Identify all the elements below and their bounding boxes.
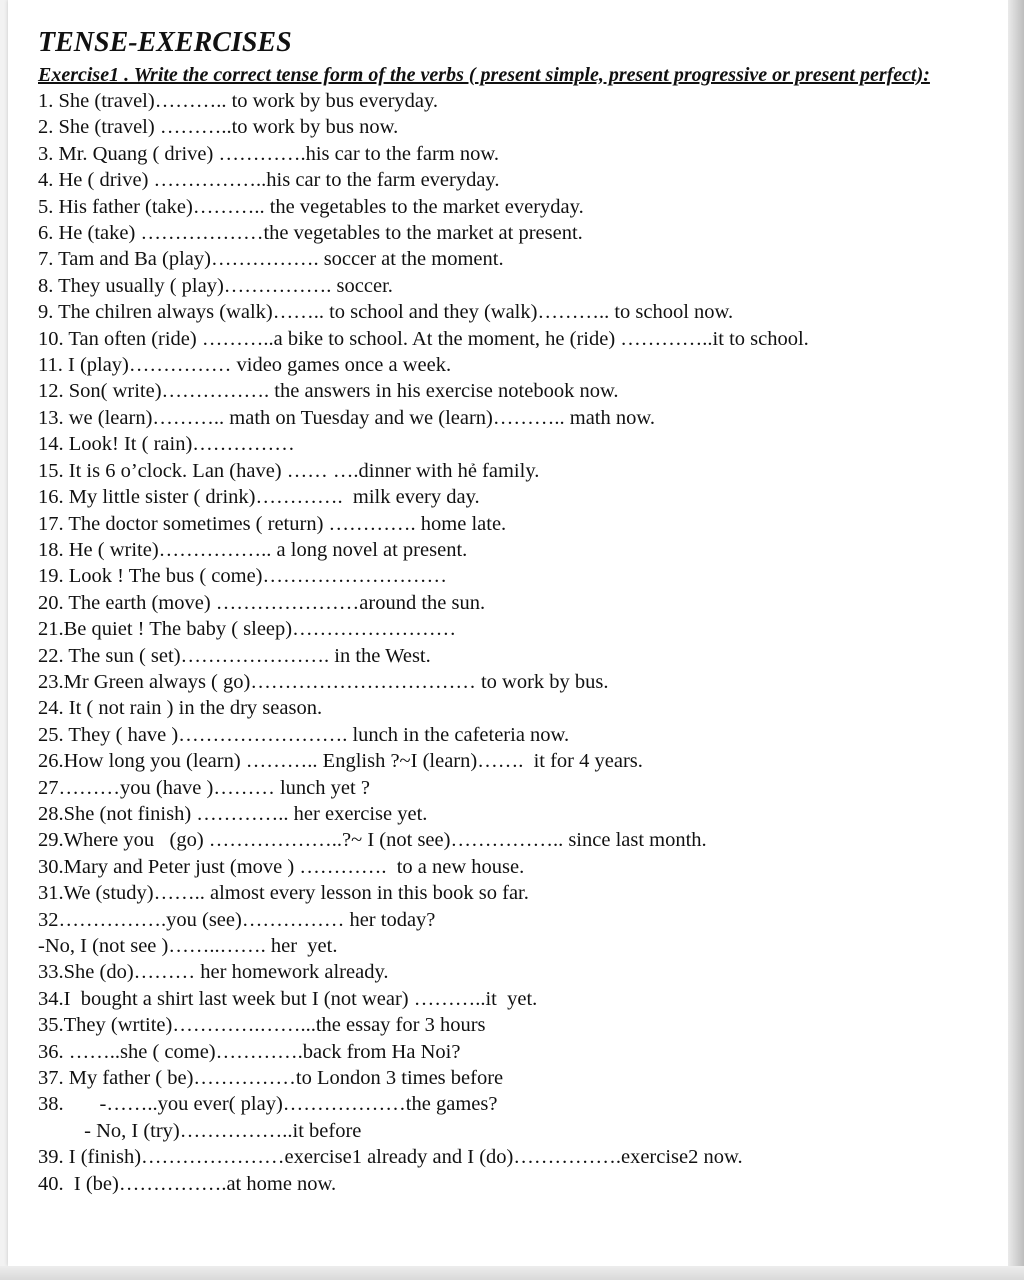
exercise-line: 15. It is 6 o’clock. Lan (have) …… ….dinner with hẻ family. [38, 459, 540, 482]
exercise-line: 23.Mr Green always ( go)…………………………… to work by bus. [38, 670, 609, 693]
exercise-line: 29.Where you (go) ………………..?~ I (not see)…………….. since last month. [38, 829, 707, 852]
exercise-line: 38. -……..you ever( play)………………the games? [38, 1093, 498, 1116]
exercise-line: 27………you (have )……… lunch yet ? [38, 776, 370, 799]
exercise-line: 31.We (study)…….. almost every lesson in this book so far. [38, 882, 529, 905]
exercise-line: 8. They usually ( play)……………. soccer. [38, 274, 393, 297]
exercise-line: 9. The chilren always (walk)…….. to school and they (walk)……….. to school now. [38, 301, 734, 324]
exercise-line: 2. She (travel) ………..to work by bus now. [38, 116, 399, 139]
exercise-line: 28.She (not finish) ………….. her exercise yet. [38, 802, 428, 825]
exercise-line: 34.I bought a shirt last week but I (not wear) ………..it yet. [38, 987, 538, 1010]
exercise-line: 33.She (do)……… her homework already. [38, 961, 389, 984]
exercise-line: 25. They ( have )……………………. lunch in the cafeteria now. [38, 723, 570, 746]
exercise-line: 39. I (finish)…………………exercise1 already and I (do)…………….exercise2 now. [38, 1146, 743, 1169]
exercise-line: - No, I (try)……………..it before [38, 1119, 362, 1142]
exercise-line: -No, I (not see )……..……. her yet. [38, 935, 338, 957]
exercise-line: 5. His father (take)……….. the vegetables to the market everyday. [38, 195, 584, 218]
page-edge-shadow [1008, 0, 1024, 1280]
exercise-line: 11. I (play)…………… video games once a week. [38, 354, 452, 377]
exercise-line: 22. The sun ( set)…………………. in the West. [38, 644, 431, 667]
exercise-line: 24. It ( not rain ) in the dry season. [38, 697, 323, 720]
exercise-line: 7. Tam and Ba (play)……………. soccer at the moment. [38, 248, 504, 271]
exercise-line: 21.Be quiet ! The baby ( sleep)…………………… [38, 618, 457, 641]
exercise-line: 1. She (travel)……….. to work by bus everyday. [38, 90, 439, 112]
exercise-line: 20. The earth (move) …………………around the sun. [38, 591, 486, 614]
exercise-line: 32…………….you (see)…………… her today? [38, 908, 436, 931]
exercise-line: 19. Look ! The bus ( come)……………………… [38, 565, 447, 588]
exercise-line: 10. Tan often (ride) ………..a bike to school. At the moment, he (ride) …………..it to school. [38, 327, 809, 350]
exercise-line: 36. ……..she ( come)………….back from Ha Noi? [38, 1040, 461, 1063]
exercise-line: 6. He (take) ………………the vegetables to the market at present. [38, 222, 583, 245]
exercise-line: 14. Look! It ( rain)…………… [38, 433, 295, 456]
exercise-line: 17. The doctor sometimes ( return) …………. home late. [38, 512, 507, 535]
exercise-line: 40. I (be)…………….at home now. [38, 1172, 337, 1195]
worksheet-page [8, 0, 1008, 1266]
exercise-line: 12. Son( write)……………. the answers in his exercise notebook now. [38, 380, 619, 403]
exercise-line: 4. He ( drive) ……………..his car to the farm everyday. [38, 169, 500, 192]
exercise-line: 35.They (wrtite)………….……...the essay for 3 hours [38, 1014, 486, 1037]
exercise-line: 13. we (learn)……….. math on Tuesday and we (learn)……….. math now. [38, 406, 655, 429]
exercise-line: 30.Mary and Peter just (move ) …………. to a new house. [38, 855, 525, 878]
page-bottom-shadow [0, 1266, 1024, 1280]
exercise-list [38, 88, 978, 1197]
exercise-line: 37. My father ( be)……………to London 3 times before [38, 1067, 504, 1090]
exercise-line: 26.How long you (learn) ……….. English ?~I (learn)……. it for 4 years. [38, 750, 643, 773]
exercise-line: 16. My little sister ( drink)…………. milk every day. [38, 486, 480, 509]
exercise-line: 3. Mr. Quang ( drive) ………….his car to the farm now. [38, 142, 499, 165]
exercise-line: 18. He ( write)…………….. a long novel at present. [38, 538, 468, 561]
exercise-heading: Exercise1 . Write the correct tense form of the verbs ( present simple, present progressive or present perfect): [38, 64, 930, 86]
worksheet-content [38, 26, 978, 1197]
page-title: TENSE-EXERCISES [38, 27, 292, 58]
